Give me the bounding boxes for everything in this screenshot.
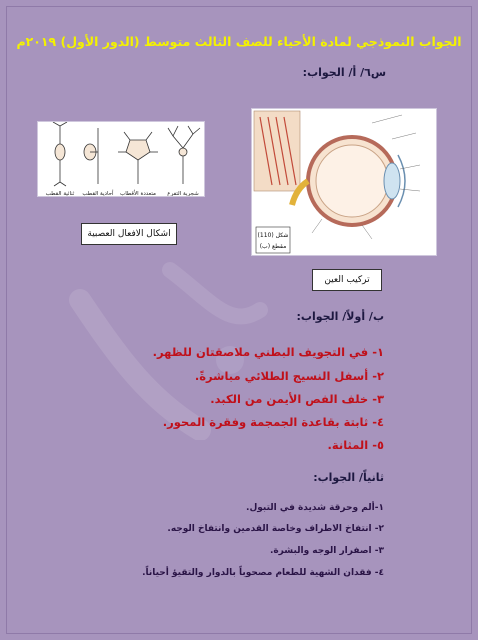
question-label: س٦/ أ/ الجواب:: [302, 66, 386, 79]
part-b-item-3: ٣- خلف الفص الأيمن من الكبد.: [210, 392, 384, 406]
part-b-label: ب/ أولاً/ الجواب:: [296, 310, 384, 323]
neuron-label-unipolar: أحادية القطب: [82, 191, 114, 197]
page-title: الجواب النموذجي لمادة الأحياء للصف الثالث متوسط (الدور الأول) ٢٠١٩م: [16, 34, 462, 49]
eye-figure-sub: (ب) مقطع: [259, 243, 287, 250]
part-c-item-2: ٢- انتفاخ الاطراف وخاصة القدمين وانتفاخ الوجه.: [167, 524, 384, 534]
part-c-item-3: ٣- اصفرار الوجه والبشرة.: [269, 546, 384, 556]
part-b-item-1: ١- في التجويف البطني ملاصقتان للظهر.: [152, 345, 384, 359]
eye-caption: تركيب العين: [312, 269, 382, 291]
eye-illustration: [252, 109, 437, 256]
eye-structure-figure: [251, 108, 437, 256]
part-b-item-2: ٢- أسفل النسيج الطلائي مباشرةً.: [194, 369, 384, 383]
neuron-types-figure: [37, 121, 205, 197]
part-c-item-1: ١-ألم وحرقة شديدة في التبول.: [246, 503, 384, 513]
part-c-item-4: ٤- فقدان الشهية للطعام مصحوباً بالدوار والتقيؤ أحياناً.: [142, 568, 384, 578]
part-b-item-5: ٥- المثانة.: [327, 438, 384, 452]
eye-figure-tag: شكل (110): [257, 232, 289, 239]
neuron-illustration: [38, 122, 205, 197]
part-c-label: ثانياً/ الجواب:: [313, 471, 384, 484]
neuron-label-multipolar: متعددة الأقطاب: [120, 191, 156, 197]
neuron-caption: اشكال الافعال العصبية: [81, 223, 177, 245]
watermark-logo: [60, 240, 290, 440]
part-b-item-4: ٤- ثابتة بقاعدة الجمجمة وفقرة المحور.: [162, 415, 384, 429]
neuron-label-dendritic: شجرية التفرع: [167, 191, 199, 197]
neuron-label-bipolar: ثنائية القطب: [45, 191, 75, 197]
